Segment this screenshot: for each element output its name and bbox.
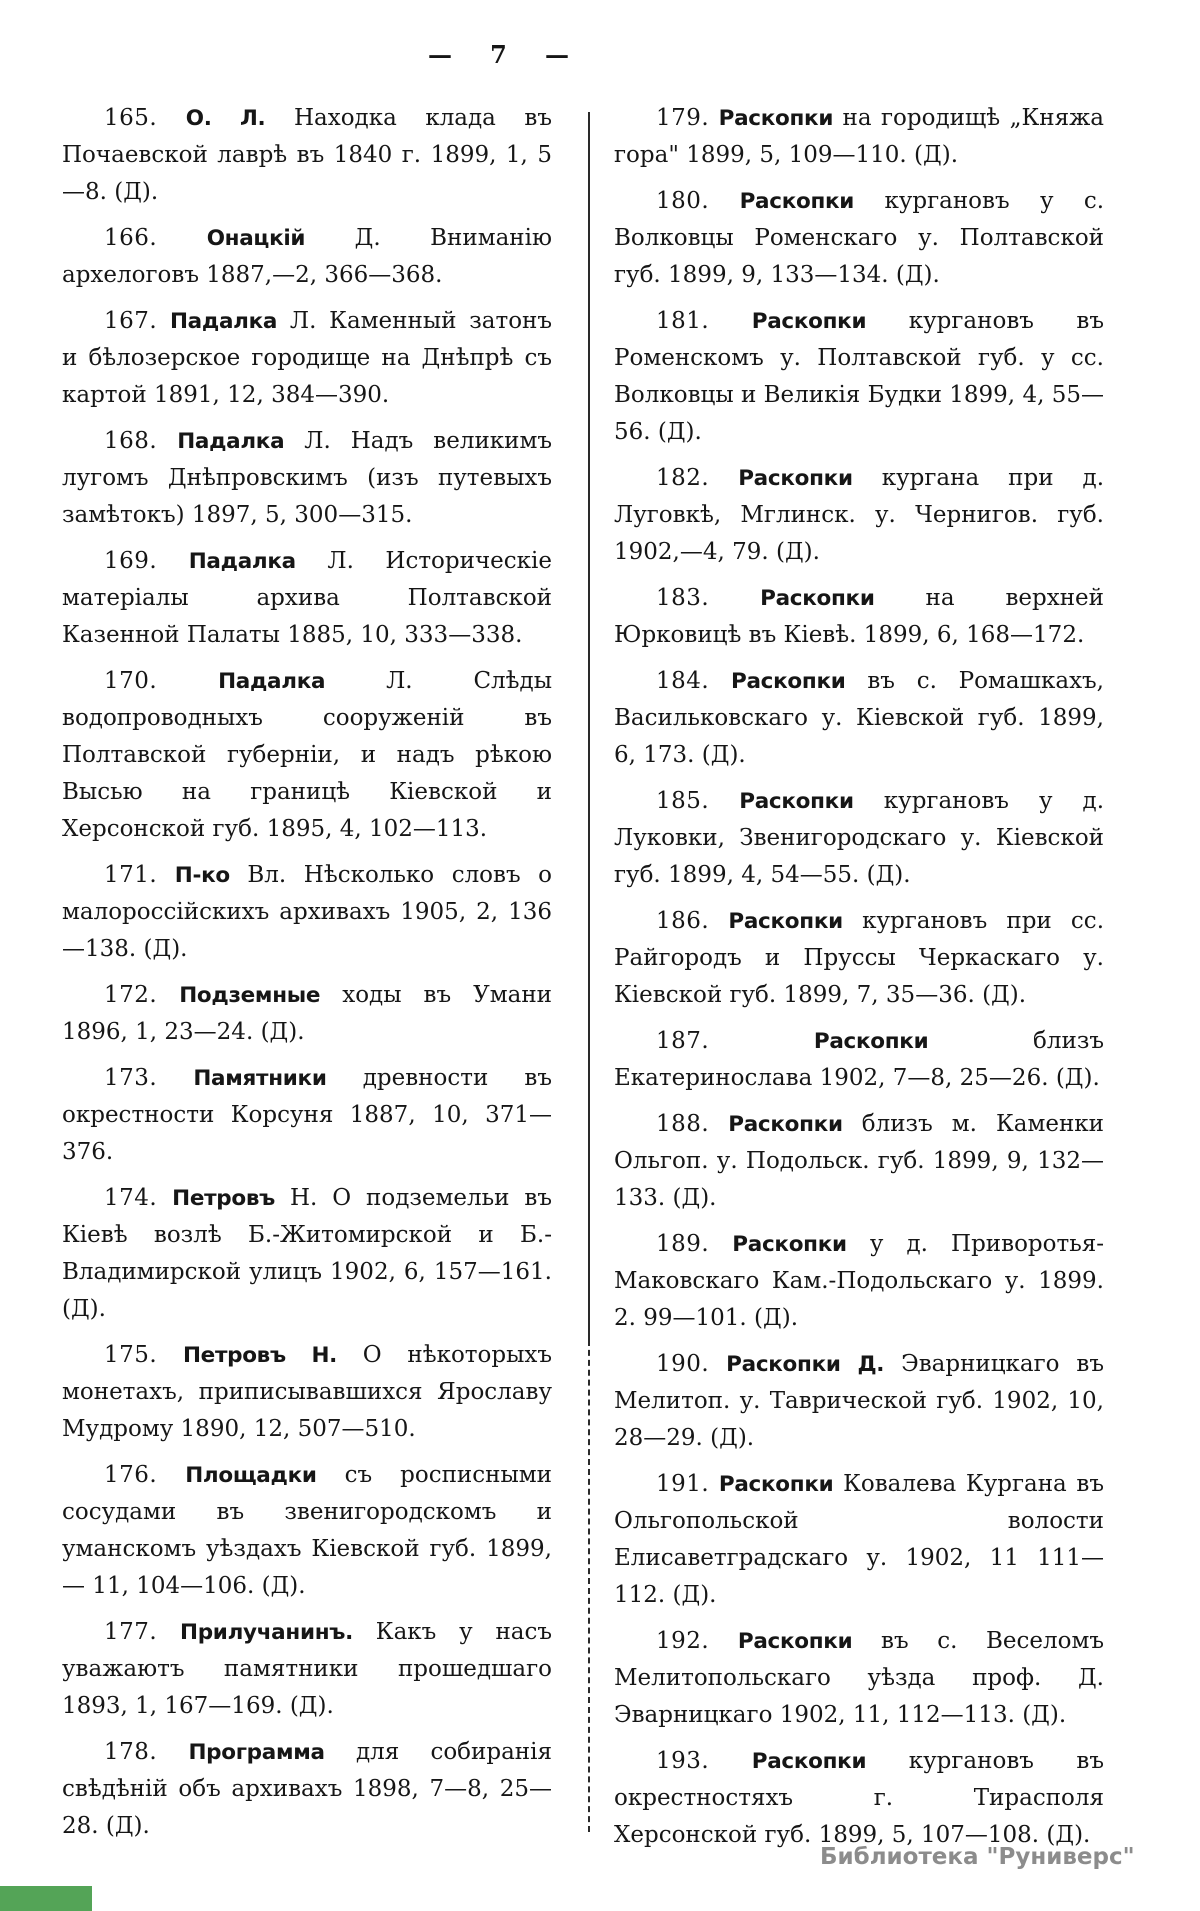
entry-headword: Падалка [188,549,296,574]
entry-number: 182. [656,465,710,491]
entry-number: 174. [104,1185,158,1211]
bibliography-entry [62,977,552,1051]
entry-number: 191. [656,1471,710,1497]
entry-number: 173. [104,1065,158,1091]
entry-headword: Подземные [179,983,321,1008]
entry-number: 168. [104,428,158,454]
entry-text: кургановъ у д. Луковки, Звенигородскаго у. Кіевской губ. 1899, 4, 54—55. (Д). [614,788,1104,888]
entry-number: 188. [656,1111,710,1137]
bibliography-entry [62,1060,552,1171]
entry-text: Вл. Нѣсколько словъ о малороссійскихъ архивахъ 1905, 2, 136—138. (Д). [62,862,553,962]
bibliography-entry [62,543,552,654]
entry-text: Ковалева Кургана въ Ольгопольской волости Елисаветградскаго у. 1902, 11 111—112. (Д). [614,1471,1105,1608]
entry-text: Л. Каменный затонъ и бѣлозерское городище на Днѣпрѣ съ картой 1891, 12, 384—390. [62,308,552,408]
entry-text: Л. Слѣды водопроводныхъ сооруженій въ Полтавской губерніи, и надъ рѣкою Высью на границѣ Кіевской и Херсонской губ. 1895, 4, 102—113. [62,668,553,842]
entry-number: 184. [656,668,710,694]
entry-number: 189. [656,1231,710,1257]
header-dash-right: — [544,40,570,69]
header-dash-left: — [428,40,453,69]
entry-headword: Раскопки [731,669,846,694]
entry-headword: Раскопки [739,189,855,214]
bibliography-entry [62,1457,552,1605]
column-divider-solid [588,112,590,1340]
entry-number: 170. [104,668,158,694]
bibliography-entry [614,1226,1104,1337]
entry-text: на городищѣ „Княжа гора" 1899, 5, 109—110. (Д). [614,105,1105,168]
bibliography-entry [62,857,552,968]
library-watermark: Библиотека "Руниверс" [820,1844,1135,1870]
entry-number: 176. [104,1462,158,1488]
bibliography-entry [62,423,552,534]
entry-headword: Памятники [193,1066,327,1091]
entry-text: съ росписными сосудами въ звенигородскомъ и уманскомъ уѣздахъ Кіевской губ. 1899,— 11, 104—106. (Д). [62,1462,552,1599]
entry-headword: Падалка [218,669,326,694]
entry-number: 192. [656,1628,710,1654]
entry-headword: Раскопки [718,106,834,131]
bibliography-entry [614,783,1104,894]
entry-number: 181. [656,308,710,334]
entry-headword: Раскопки [738,466,853,491]
entry-text: Л. Надъ великимъ лугомъ Днѣпровскимъ (изъ путевыхъ замѣтокъ) 1897, 5, 300—315. [62,428,553,528]
entry-text: на верхней Юрковицѣ въ Кіевѣ. 1899, 6, 168—172. [614,585,1104,648]
entry-number: 179. [656,105,710,131]
entry-text: близъ Екатеринослава 1902, 7—8, 25—26. (Д). [614,1028,1104,1091]
entry-headword: Программа [188,1740,325,1765]
entry-text: О нѣкоторыхъ монетахъ, приписывавшихся Ярославу Мудрому 1890, 12, 507—510. [62,1342,552,1442]
entry-text: кургана при д. Луговкѣ, Мглинск. у. Чернигов. губ. 1902,—4, 79. (Д). [614,465,1104,565]
bibliography-entry [62,303,552,414]
entry-number: 167. [104,308,158,334]
entry-number: 175. [104,1342,158,1368]
entry-text: для собиранія свѣдѣній объ архивахъ 1898, 7—8, 25—28. (Д). [62,1739,552,1839]
entry-text: Находка клада въ Почаевской лаврѣ въ 1840 г. 1899, 1, 5—8. (Д). [62,105,552,205]
right-column [614,100,1104,1863]
entry-headword: О. Л. [185,106,266,131]
bibliography-entry [614,100,1104,174]
entry-headword: Раскопки [718,1472,834,1497]
entry-number: 165. [104,105,158,131]
entry-headword: Онацкій [206,226,306,251]
bibliography-entry [614,303,1104,451]
column-divider-dashed [588,1340,590,1832]
bibliography-entry [614,903,1104,1014]
entry-headword: Прилучанинъ. [180,1620,353,1645]
bibliography-entry [62,1180,552,1328]
entry-headword: Петровъ [172,1186,276,1211]
page-header [428,40,570,69]
entry-headword: Раскопки [728,1112,843,1137]
entry-number: 172. [104,982,158,1008]
entry-text: Какъ у насъ уважаютъ памятники прошедшаго 1893, 1, 167—169. (Д). [62,1619,552,1719]
entry-text: Эварницкаго въ Мелитоп. у. Таврической губ. 1902, 10, 28—29. (Д). [614,1351,1105,1451]
entry-text: Н. О подземельи въ Кіевѣ возлѣ Б.-Житомирской и Б.-Владимирской улицъ 1902, 6, 157—161. (Д). [62,1185,553,1322]
bibliography-entry [62,100,552,211]
bibliography-entry [614,183,1104,294]
entry-number: 193. [656,1748,710,1774]
entry-headword: П-ко [174,863,230,888]
entry-number: 180. [656,188,710,214]
entry-text: у д. Приворотья-Маковскаго Кам.-Подольскаго у. 1899. 2. 99—101. (Д). [614,1231,1105,1331]
bibliography-entry [62,1734,552,1845]
entry-number: 169. [104,548,158,574]
entry-text: ходы въ Умани 1896, 1, 23—24. (Д). [62,982,552,1045]
entry-text: близъ м. Каменки Ольгоп. у. Подольск. губ. 1899, 9, 132—133. (Д). [614,1111,1104,1211]
bibliography-entry [614,1466,1104,1614]
entry-headword: Падалка [169,309,278,334]
left-column [62,100,552,1854]
entry-text: въ с. Веселомъ Мелитопольскаго уѣзда проф. Д. Эварницкаго 1902, 11, 112—113. (Д). [614,1628,1105,1728]
entry-text: кургановъ въ Роменскомъ у. Полтавской губ. у сс. Волковцы и Великія Будки 1899, 4, 55—56. (Д). [614,308,1104,445]
bibliography-entry [614,663,1104,774]
entry-headword: Раскопки Д. [726,1352,885,1377]
entry-number: 183. [656,585,710,611]
entry-number: 178. [104,1739,158,1765]
entry-headword: Площадки [185,1463,317,1488]
bibliography-entry [62,1337,552,1448]
bibliography-entry [614,1106,1104,1217]
entry-headword: Раскопки [751,1749,867,1774]
entry-headword: Раскопки [813,1029,929,1054]
bibliography-entry [614,1346,1104,1457]
entry-number: 166. [104,225,158,251]
entry-number: 171. [104,862,158,888]
scan-edge-artifact [0,1886,92,1911]
entry-number: 190. [656,1351,710,1377]
entry-headword: Петровъ Н. [182,1343,338,1368]
entry-text: кургановъ при сс. Райгородъ и Пруссы Черкаскаго у. Кіевской губ. 1899, 7, 35—36. (Д). [614,908,1105,1008]
bibliography-entry [62,1614,552,1725]
entry-number: 185. [656,788,710,814]
entry-text: кургановъ въ окрестностяхъ г. Тирасполя Херсонской губ. 1899, 5, 107—108. (Д). [614,1748,1104,1848]
entry-headword: Раскопки [732,1232,847,1257]
entry-text: въ с. Ромашкахъ, Васильковскаго у. Кіевской губ. 1899, 6, 173. (Д). [614,668,1104,768]
entry-headword: Раскопки [728,909,843,934]
entry-headword: Раскопки [739,789,854,814]
entry-text: древности въ окрестности Корсуня 1887, 10, 371—376. [62,1065,552,1165]
bibliography-entry [614,1023,1104,1097]
entry-headword: Раскопки [751,309,867,334]
entry-number: 186. [656,908,710,934]
page-number: 7 [490,40,508,69]
bibliography-entry [62,220,552,294]
entry-text: кургановъ у с. Волковцы Роменскаго у. Полтавской губ. 1899, 9, 133—134. (Д). [614,188,1105,288]
entry-text: Л. Историческіе матеріалы архива Полтавской Казенной Палаты 1885, 10, 333—338. [62,548,552,648]
bibliography-entry [614,460,1104,571]
entry-number: 187. [656,1028,710,1054]
entry-headword: Падалка [177,429,285,454]
bibliography-entry [614,580,1104,654]
entry-text: Д. Вниманію архелоговъ 1887,—2, 366—368. [62,225,553,288]
entry-headword: Раскопки [760,586,875,611]
entry-headword: Раскопки [737,1629,853,1654]
bibliography-entry [614,1623,1104,1734]
bibliography-entry [62,663,552,848]
entry-number: 177. [104,1619,158,1645]
bibliography-entry [614,1743,1104,1854]
